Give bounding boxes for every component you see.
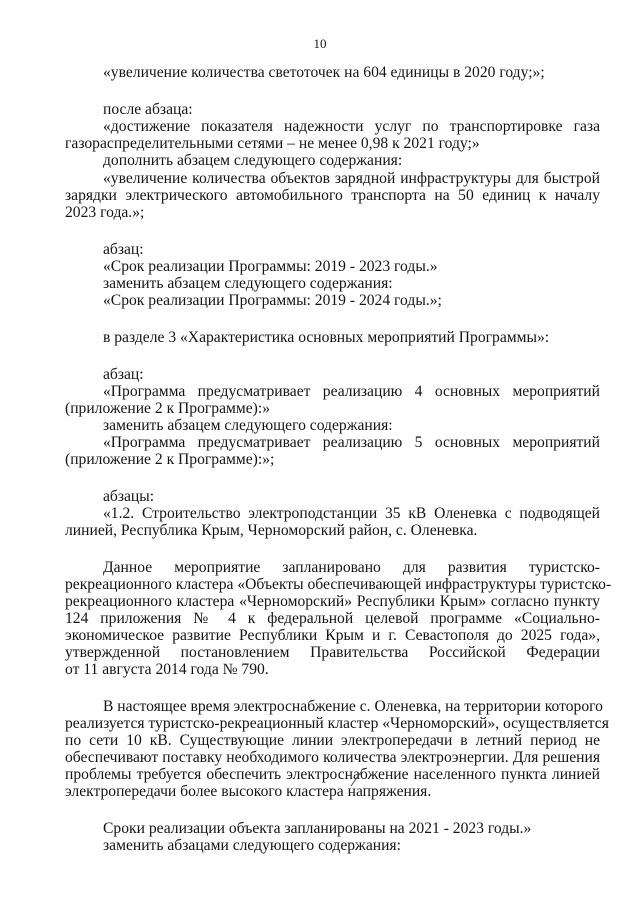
- text-line: в разделе 3 «Характеристика основных мероприятий Программы»:: [103, 329, 550, 346]
- text-line: «достижение показателя надежности услуг по транспортировке газа: [103, 118, 600, 135]
- text-line: Данное мероприятие запланировано для развития туристско-: [103, 559, 600, 576]
- text-line: абзац:: [103, 241, 144, 258]
- text-line: реализуется туристско-рекреационный кластер «Черноморский», осуществляется: [65, 715, 609, 732]
- text-line: Сроки реализации объекта запланированы на 2021 - 2023 годы.»: [103, 820, 532, 837]
- text-line: электропередачи более высокого кластера напряжения.: [65, 783, 432, 800]
- text-line: «Программа предусматривает реализацию 4 основных мероприятий: [103, 383, 600, 400]
- text-line: по сети 10 кВ. Существующие линии электропередачи в летний период не: [65, 732, 600, 749]
- text-line: зарядки электрического автомобильного транспорта на 50 единиц к началу: [65, 187, 600, 204]
- text-line: «Срок реализации Программы: 2019 - 2023 годы.»: [103, 258, 438, 275]
- text-line: «увеличение количества объектов зарядной инфраструктуры для быстрой: [103, 170, 600, 187]
- text-line: проблемы требуется обеспечить электроснабжение населенного пункта линией: [65, 766, 600, 783]
- text-line: от 11 августа 2014 года № 790.: [65, 661, 269, 678]
- text-line: 2023 года.»;: [65, 204, 145, 221]
- text-line: дополнить абзацем следующего содержания:: [103, 152, 403, 169]
- text-line: экономическое развитие Республики Крым и г. Севастополя до 2025 года»,: [65, 627, 600, 644]
- text-line: абзац:: [103, 366, 144, 383]
- text-line: заменить абзацем следующего содержания:: [103, 417, 393, 434]
- text-line: (приложение 2 к Программе):»;: [65, 451, 275, 468]
- text-line: утвержденной постановлением Правительства Российской Федерации: [65, 644, 600, 661]
- text-line: (приложение 2 к Программе):»: [65, 400, 270, 417]
- text-line: после абзаца:: [103, 101, 193, 118]
- text-line: газораспределительными сетями – не менее 0,98 к 2021 году;»: [65, 135, 480, 152]
- text-line: 124 приложения № 4 к федеральной целевой программе «Социально-: [65, 610, 600, 627]
- text-line: «увеличение количества светоточек на 604 единицы в 2020 году;»;: [103, 64, 545, 81]
- text-line: «Срок реализации Программы: 2019 - 2024 годы.»;: [103, 292, 442, 309]
- text-line: заменить абзацем следующего содержания:: [103, 275, 393, 292]
- page-number: 10: [313, 36, 327, 51]
- text-line: В настоящее время электроснабжение с. Оленевка, на территории которого: [103, 698, 603, 715]
- text-line: линией, Республика Крым, Черноморский район, с. Оленевка.: [65, 522, 478, 539]
- text-line: обеспечивают поставку необходимого количества электроэнергии. Для решения: [65, 749, 600, 766]
- text-line: заменить абзацами следующего содержания:: [103, 837, 401, 854]
- text-line: абзацы:: [103, 488, 155, 505]
- pen-stroke-mark: [349, 771, 363, 787]
- text-line: рекреационного кластера «Объекты обеспечивающей инфраструктуры туристско-: [65, 576, 612, 593]
- text-line: рекреационного кластера «Черноморский» Республики Крым» согласно пункту: [65, 593, 600, 610]
- text-line: «1.2. Строительство электроподстанции 35 кВ Оленевка с подводящей: [103, 505, 600, 522]
- text-line: «Программа предусматривает реализацию 5 основных мероприятий: [103, 434, 600, 451]
